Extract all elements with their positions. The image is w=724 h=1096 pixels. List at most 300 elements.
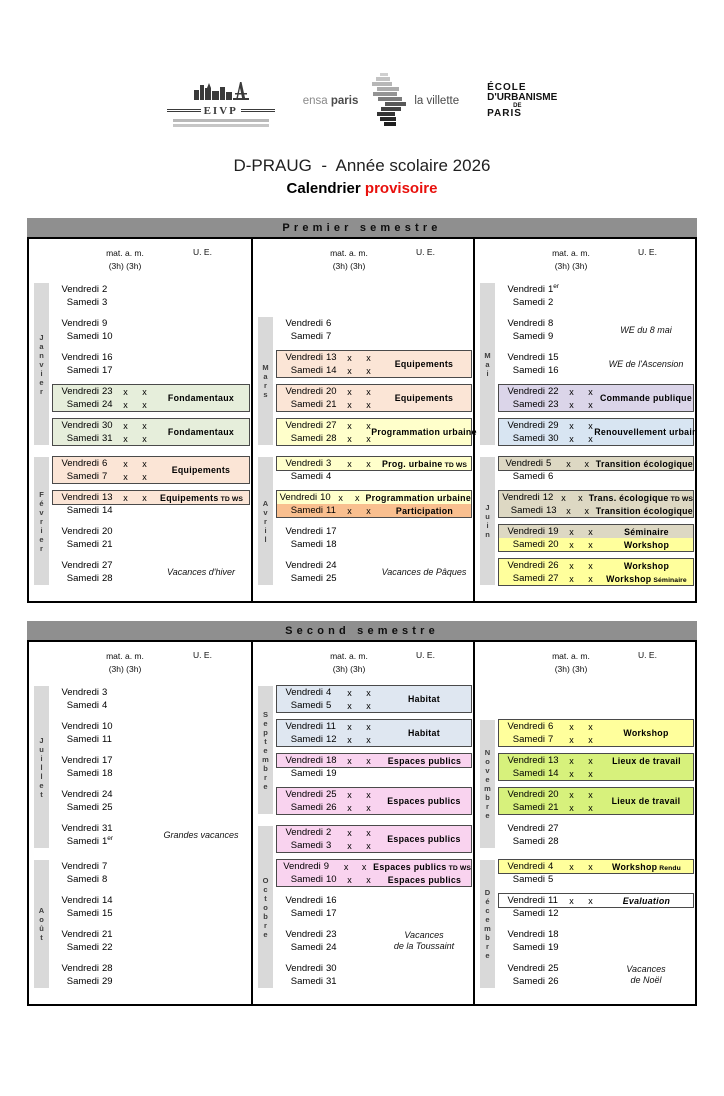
day-name: Samedi bbox=[66, 539, 99, 550]
session-mark-afternoon: x bbox=[588, 861, 593, 872]
day-name: Samedi bbox=[512, 539, 545, 550]
day-name: Samedi bbox=[512, 471, 545, 482]
day-name: Vendredi bbox=[285, 963, 323, 974]
day-number: 6 bbox=[102, 458, 108, 469]
calendar-day-row bbox=[53, 754, 249, 767]
session-mark-afternoon: x bbox=[366, 802, 371, 813]
event-label: Habitat bbox=[408, 694, 440, 704]
session-mark-morning: x bbox=[123, 420, 128, 431]
day-name: Samedi bbox=[66, 471, 99, 482]
day-name: Vendredi bbox=[507, 284, 545, 295]
calendar-day-row bbox=[277, 491, 471, 504]
event-label: Séminaire bbox=[624, 526, 669, 537]
month-weeks bbox=[499, 283, 698, 453]
calendar-day-row bbox=[53, 296, 249, 309]
session-mark-morning: x bbox=[347, 840, 352, 851]
session-mark-afternoon: x bbox=[588, 526, 593, 537]
day-name: Samedi bbox=[290, 874, 323, 885]
day-number: 13 bbox=[546, 505, 557, 516]
day-number: 9 bbox=[548, 331, 554, 342]
day-name: Samedi bbox=[66, 573, 99, 584]
day-number: 4 bbox=[102, 700, 108, 711]
day-number: 31 bbox=[102, 823, 113, 834]
calendar-day-row bbox=[499, 283, 693, 296]
session-mark-morning: x bbox=[569, 802, 574, 813]
day-number: 21 bbox=[548, 802, 559, 813]
week-row-pair bbox=[277, 385, 471, 411]
day-number: 9 bbox=[323, 861, 330, 872]
month-weeks bbox=[277, 317, 477, 453]
week-row-pair bbox=[499, 351, 693, 377]
day-number: 29 bbox=[102, 976, 113, 987]
day-number: 17 bbox=[326, 526, 337, 537]
week-row-pair bbox=[277, 686, 471, 712]
session-mark-morning: x bbox=[569, 734, 574, 745]
column-header bbox=[258, 644, 471, 686]
session-mark-morning: x bbox=[569, 789, 574, 800]
day-number: 19 bbox=[548, 942, 559, 953]
day-number: 27 bbox=[102, 560, 113, 571]
week-row-pair bbox=[499, 962, 693, 988]
event-label: Prog. urbaine TD WS bbox=[382, 458, 467, 469]
day-number: 3 bbox=[326, 458, 332, 469]
event-label: Lieux de travail bbox=[612, 755, 681, 766]
day-number: 18 bbox=[326, 539, 337, 550]
day-name: Samedi bbox=[512, 836, 545, 847]
month-block bbox=[480, 283, 698, 453]
page-title: D-PRAUG - Année scolaire 2026 bbox=[233, 156, 491, 175]
day-number: 5 bbox=[548, 874, 554, 885]
day-number: 1er bbox=[102, 835, 114, 848]
day-number: 10 bbox=[320, 492, 331, 503]
calendar-column bbox=[473, 239, 698, 601]
day-number: 2 bbox=[326, 827, 332, 838]
day-number: 28 bbox=[326, 433, 337, 444]
day-number: 24 bbox=[326, 560, 337, 571]
session-mark-morning: x bbox=[569, 539, 574, 550]
calendar-day-row bbox=[499, 894, 693, 907]
event-label: Workshop Séminaire bbox=[606, 573, 687, 584]
week-row-pair bbox=[277, 457, 471, 483]
session-mark-afternoon: x bbox=[366, 420, 371, 431]
day-name: Vendredi bbox=[61, 420, 99, 431]
header-mat-am: mat. a. m. (3h) (3h) bbox=[106, 248, 144, 271]
month-weeks bbox=[53, 686, 249, 856]
logo-row bbox=[0, 72, 724, 130]
session-mark-afternoon: x bbox=[366, 399, 371, 410]
session-mark-morning: x bbox=[569, 433, 574, 444]
calendar-day-row bbox=[499, 860, 693, 873]
session-mark-morning: x bbox=[569, 386, 574, 397]
session-mark-morning: x bbox=[343, 861, 349, 872]
eup-line2: D'URBANISME bbox=[487, 91, 558, 103]
month-strip: F é v r i e r bbox=[34, 457, 49, 585]
day-name: Vendredi bbox=[507, 963, 545, 974]
day-number: 22 bbox=[102, 942, 113, 953]
day-name: Samedi bbox=[290, 700, 323, 711]
session-mark-morning: x bbox=[566, 505, 571, 516]
session-mark-afternoon: x bbox=[588, 895, 593, 906]
session-mark-morning: x bbox=[569, 755, 574, 766]
day-number: 6 bbox=[548, 721, 554, 732]
session-mark-morning: x bbox=[123, 458, 128, 469]
session-mark-afternoon: x bbox=[366, 789, 371, 800]
session-mark-morning: x bbox=[347, 827, 352, 838]
session-mark-afternoon: x bbox=[366, 700, 371, 711]
day-number: 25 bbox=[326, 789, 337, 800]
session-mark-afternoon: x bbox=[588, 755, 593, 766]
session-mark-morning: x bbox=[347, 458, 352, 469]
session-mark-morning: x bbox=[347, 365, 352, 376]
month-strip: J u i l l e t bbox=[34, 686, 49, 848]
column-spacer bbox=[258, 283, 471, 317]
day-name: Vendredi bbox=[285, 789, 323, 800]
session-mark-morning: x bbox=[566, 458, 571, 469]
calendar-day-row bbox=[277, 538, 471, 551]
day-number: 30 bbox=[548, 433, 559, 444]
column-spacer bbox=[480, 686, 693, 720]
day-number: 12 bbox=[548, 908, 559, 919]
calendar-day-row bbox=[53, 699, 249, 712]
session-mark-afternoon: x bbox=[588, 433, 593, 444]
day-name: Vendredi bbox=[61, 823, 99, 834]
event-label: Equipements bbox=[394, 359, 454, 369]
day-name: Samedi bbox=[290, 840, 323, 851]
event-label: Habitat bbox=[408, 728, 440, 738]
ensa-logo-text-light: ensa bbox=[302, 95, 328, 107]
header-ue: U. E. bbox=[416, 247, 435, 257]
day-name: Vendredi bbox=[61, 458, 99, 469]
day-number: 18 bbox=[548, 929, 559, 940]
event-label: Espaces publics bbox=[387, 755, 462, 766]
session-mark-afternoon: x bbox=[588, 399, 593, 410]
day-number: 8 bbox=[548, 318, 554, 329]
week-row-pair bbox=[277, 894, 471, 920]
day-name: Samedi bbox=[290, 399, 323, 410]
session-mark-afternoon: x bbox=[366, 687, 371, 698]
day-number: 24 bbox=[326, 942, 337, 953]
week-row-pair bbox=[277, 559, 471, 585]
day-number: 7 bbox=[548, 734, 554, 745]
day-name: Vendredi bbox=[507, 823, 545, 834]
day-number: 11 bbox=[548, 895, 558, 906]
day-number: 4 bbox=[326, 471, 332, 482]
calendar-day-row bbox=[499, 822, 693, 835]
day-number: 20 bbox=[326, 386, 337, 397]
day-name: Vendredi bbox=[285, 929, 323, 940]
day-name: Samedi bbox=[66, 365, 99, 376]
session-mark-morning: x bbox=[347, 433, 352, 444]
week-row-pair bbox=[499, 283, 693, 309]
week-row-pair bbox=[277, 928, 471, 954]
vacation-note: Vacances de Pâques bbox=[381, 566, 467, 577]
eup-line4: PARIS bbox=[487, 108, 522, 120]
calendar-day-row bbox=[499, 491, 693, 504]
month-strip: D é c e m b r e bbox=[480, 860, 495, 988]
day-name: Samedi bbox=[512, 399, 545, 410]
calendar-day-row bbox=[277, 330, 471, 343]
day-name: Vendredi bbox=[285, 352, 323, 363]
week-row-pair bbox=[53, 559, 249, 585]
session-mark-morning: x bbox=[569, 721, 574, 732]
day-name: Samedi bbox=[510, 505, 544, 516]
day-name: Samedi bbox=[66, 399, 99, 410]
calendar-day-row bbox=[53, 767, 249, 780]
calendar-day-row bbox=[53, 330, 249, 343]
page-subtitle bbox=[0, 180, 724, 197]
column-header bbox=[34, 644, 249, 686]
day-number: 11 bbox=[102, 734, 112, 745]
session-mark-morning: x bbox=[347, 505, 352, 516]
calendar-day-row bbox=[499, 754, 693, 767]
day-number: 31 bbox=[326, 976, 337, 987]
event-label: Workshop bbox=[623, 728, 669, 738]
rule bbox=[167, 109, 201, 112]
calendar-column bbox=[29, 642, 251, 1004]
week-row-pair bbox=[277, 754, 471, 780]
day-name: Vendredi bbox=[283, 861, 321, 872]
calendar-day-row bbox=[499, 928, 693, 941]
day-name: Samedi bbox=[66, 836, 99, 847]
event-label: Programmation urbaine bbox=[365, 492, 472, 503]
calendar-day-row bbox=[53, 873, 249, 886]
eup-line3: DE bbox=[513, 103, 522, 110]
day-number: 13 bbox=[548, 755, 559, 766]
calendar-day-row bbox=[277, 894, 471, 907]
day-number: 20 bbox=[548, 539, 559, 550]
event-label: Transition écologique bbox=[595, 505, 693, 516]
day-name: Vendredi bbox=[61, 492, 99, 503]
week-row-pair bbox=[277, 962, 471, 988]
calendar-day-row bbox=[499, 457, 693, 470]
session-mark-morning: x bbox=[347, 386, 352, 397]
day-number: 27 bbox=[548, 823, 559, 834]
day-name: Samedi bbox=[290, 734, 323, 745]
event-label: Espaces publics bbox=[387, 874, 462, 885]
month-weeks bbox=[277, 457, 471, 593]
calendar-day-row bbox=[53, 491, 249, 504]
day-number: 20 bbox=[102, 526, 113, 537]
day-name: Vendredi bbox=[279, 492, 318, 503]
session-mark-afternoon: x bbox=[366, 386, 371, 397]
month-strip: N o v e m b r e bbox=[480, 720, 495, 848]
day-name: Vendredi bbox=[285, 721, 323, 732]
column-header bbox=[480, 644, 693, 686]
vacation-note: WE du 8 mai bbox=[620, 324, 672, 335]
day-number: 31 bbox=[102, 433, 113, 444]
session-mark-morning: x bbox=[569, 768, 574, 779]
day-number: 24 bbox=[102, 789, 113, 800]
session-mark-afternoon: x bbox=[588, 420, 593, 431]
day-name: Samedi bbox=[512, 573, 545, 584]
session-mark-afternoon: x bbox=[361, 861, 367, 872]
session-mark-morning: x bbox=[123, 386, 128, 397]
day-name: Samedi bbox=[512, 433, 545, 444]
calendar-day-row bbox=[277, 907, 471, 920]
week-row-pair bbox=[277, 720, 471, 746]
week-row-pair bbox=[53, 894, 249, 920]
session-mark-morning: x bbox=[569, 420, 574, 431]
day-number: 27 bbox=[326, 420, 337, 431]
week-row-pair bbox=[53, 419, 249, 445]
session-mark-morning: x bbox=[123, 492, 128, 503]
week-row-pair bbox=[53, 491, 249, 517]
calendar-day-row bbox=[53, 801, 249, 814]
calendar-day-row bbox=[53, 907, 249, 920]
header-mat-am: mat. a. m. (3h) (3h) bbox=[106, 651, 144, 674]
day-number: 14 bbox=[102, 505, 113, 516]
month-strip: J a n v i e r bbox=[34, 283, 49, 445]
day-number: 6 bbox=[326, 318, 332, 329]
session-mark-afternoon: x bbox=[354, 492, 360, 503]
month-weeks bbox=[53, 860, 249, 996]
calendar-day-row bbox=[53, 351, 249, 364]
session-mark-afternoon: x bbox=[366, 433, 371, 444]
month-weeks bbox=[277, 826, 471, 996]
week-row-pair bbox=[53, 317, 249, 343]
vacation-note: WE de l'Ascension bbox=[608, 358, 684, 369]
header-mat-am: mat. a. m. (3h) (3h) bbox=[552, 248, 590, 271]
session-mark-morning: x bbox=[347, 789, 352, 800]
month-block bbox=[480, 720, 693, 856]
day-name: Vendredi bbox=[507, 318, 545, 329]
event-label: Programmation urbaine bbox=[371, 427, 477, 437]
day-name: Vendredi bbox=[285, 318, 323, 329]
day-name: Vendredi bbox=[507, 352, 545, 363]
day-number: 22 bbox=[548, 386, 559, 397]
day-number: 23 bbox=[102, 386, 113, 397]
ensa-logo-text-dark: paris bbox=[327, 95, 359, 107]
calendar-day-row bbox=[277, 504, 471, 517]
day-number: 4 bbox=[326, 687, 332, 698]
day-number: 16 bbox=[326, 895, 337, 906]
session-mark-morning: x bbox=[347, 874, 352, 885]
calendar-day-row bbox=[53, 283, 249, 296]
day-name: Vendredi bbox=[285, 560, 323, 571]
calendar-day-row bbox=[277, 525, 471, 538]
session-mark-morning: x bbox=[561, 492, 566, 503]
session-mark-morning: x bbox=[569, 526, 574, 537]
day-number: 7 bbox=[102, 861, 108, 872]
day-name: Vendredi bbox=[61, 386, 99, 397]
vacation-note: Grandes vacances bbox=[163, 829, 239, 840]
day-number: 17 bbox=[102, 755, 113, 766]
day-number: 13 bbox=[326, 352, 337, 363]
month-strip: J u i n bbox=[480, 457, 495, 585]
session-mark-afternoon: x bbox=[366, 734, 371, 745]
day-name: Vendredi bbox=[505, 458, 544, 469]
subtitle-provisoire: provisoire bbox=[364, 180, 438, 197]
session-mark-afternoon: x bbox=[142, 458, 147, 469]
day-name: Vendredi bbox=[61, 929, 99, 940]
ecole-urbanisme-paris-logo bbox=[487, 83, 557, 120]
day-name: Samedi bbox=[66, 700, 99, 711]
session-mark-afternoon: x bbox=[588, 768, 593, 779]
calendar-day-row bbox=[499, 296, 693, 309]
day-name: Vendredi bbox=[507, 386, 545, 397]
day-name: Samedi bbox=[290, 433, 323, 444]
day-number: 26 bbox=[548, 560, 559, 571]
day-name: Samedi bbox=[290, 365, 323, 376]
month-strip: M a i bbox=[480, 283, 495, 445]
week-row-pair bbox=[499, 559, 693, 585]
session-mark-morning: x bbox=[347, 721, 352, 732]
calendar-day-row bbox=[277, 860, 471, 873]
calendar-day-row bbox=[53, 788, 249, 801]
event-label: Transition écologique bbox=[595, 458, 693, 469]
week-row-pair bbox=[53, 351, 249, 377]
header-mat-am: mat. a. m. (3h) (3h) bbox=[330, 248, 368, 271]
month-strip: A o û t bbox=[34, 860, 49, 988]
calendar-day-row bbox=[53, 720, 249, 733]
month-weeks bbox=[499, 720, 693, 856]
day-number: 3 bbox=[102, 297, 108, 308]
vacation-note: Vacances de la Toussaint bbox=[393, 930, 455, 951]
month-block bbox=[258, 826, 471, 996]
day-number: 13 bbox=[102, 492, 113, 503]
semester-title-bar: Second semestre bbox=[27, 621, 697, 640]
day-number: 12 bbox=[542, 492, 554, 503]
day-number: 16 bbox=[102, 352, 113, 363]
calendar-day-row bbox=[53, 860, 249, 873]
calendar-column bbox=[473, 642, 695, 1004]
calendar-day-row bbox=[53, 941, 249, 954]
event-label: Participation bbox=[395, 505, 454, 516]
week-row-pair bbox=[499, 457, 693, 483]
session-mark-afternoon: x bbox=[366, 840, 371, 851]
calendar-day-row bbox=[499, 873, 693, 886]
week-row-pair bbox=[53, 283, 249, 309]
day-number: 14 bbox=[548, 768, 559, 779]
month-strip: M a r s bbox=[258, 317, 273, 445]
month-block bbox=[258, 317, 477, 453]
month-block bbox=[480, 860, 693, 996]
calendar-day-row bbox=[499, 504, 693, 517]
day-number: 8 bbox=[102, 874, 108, 885]
day-number: 23 bbox=[326, 929, 337, 940]
day-name: Samedi bbox=[290, 471, 323, 482]
week-row-pair bbox=[499, 720, 693, 746]
calendar-day-row bbox=[499, 835, 693, 848]
session-mark-afternoon: x bbox=[142, 386, 147, 397]
month-weeks bbox=[53, 283, 249, 453]
month-weeks bbox=[277, 686, 471, 822]
calendar-day-row bbox=[499, 572, 693, 585]
week-row-pair bbox=[499, 754, 693, 780]
day-name: Samedi bbox=[290, 768, 323, 779]
day-name: Vendredi bbox=[507, 929, 545, 940]
header-ue: U. E. bbox=[638, 247, 657, 257]
week-row-pair bbox=[499, 317, 693, 343]
eup-line1: ÉCOLE bbox=[487, 81, 527, 93]
day-name: Vendredi bbox=[285, 458, 323, 469]
day-number: 28 bbox=[102, 963, 113, 974]
day-name: Samedi bbox=[512, 331, 545, 342]
session-mark-afternoon: x bbox=[366, 827, 371, 838]
calendar-day-row bbox=[277, 457, 471, 470]
event-label: Workshop Rendu bbox=[612, 861, 681, 872]
day-name: Samedi bbox=[512, 802, 545, 813]
week-row-pair bbox=[53, 385, 249, 411]
week-row-pair bbox=[277, 860, 471, 886]
calendar-day-row bbox=[53, 894, 249, 907]
day-name: Samedi bbox=[66, 505, 99, 516]
event-label: Espaces publics bbox=[387, 796, 461, 806]
week-row-pair bbox=[499, 419, 698, 445]
day-number: 25 bbox=[326, 573, 337, 584]
month-block bbox=[34, 283, 249, 453]
semester-section bbox=[27, 218, 697, 603]
